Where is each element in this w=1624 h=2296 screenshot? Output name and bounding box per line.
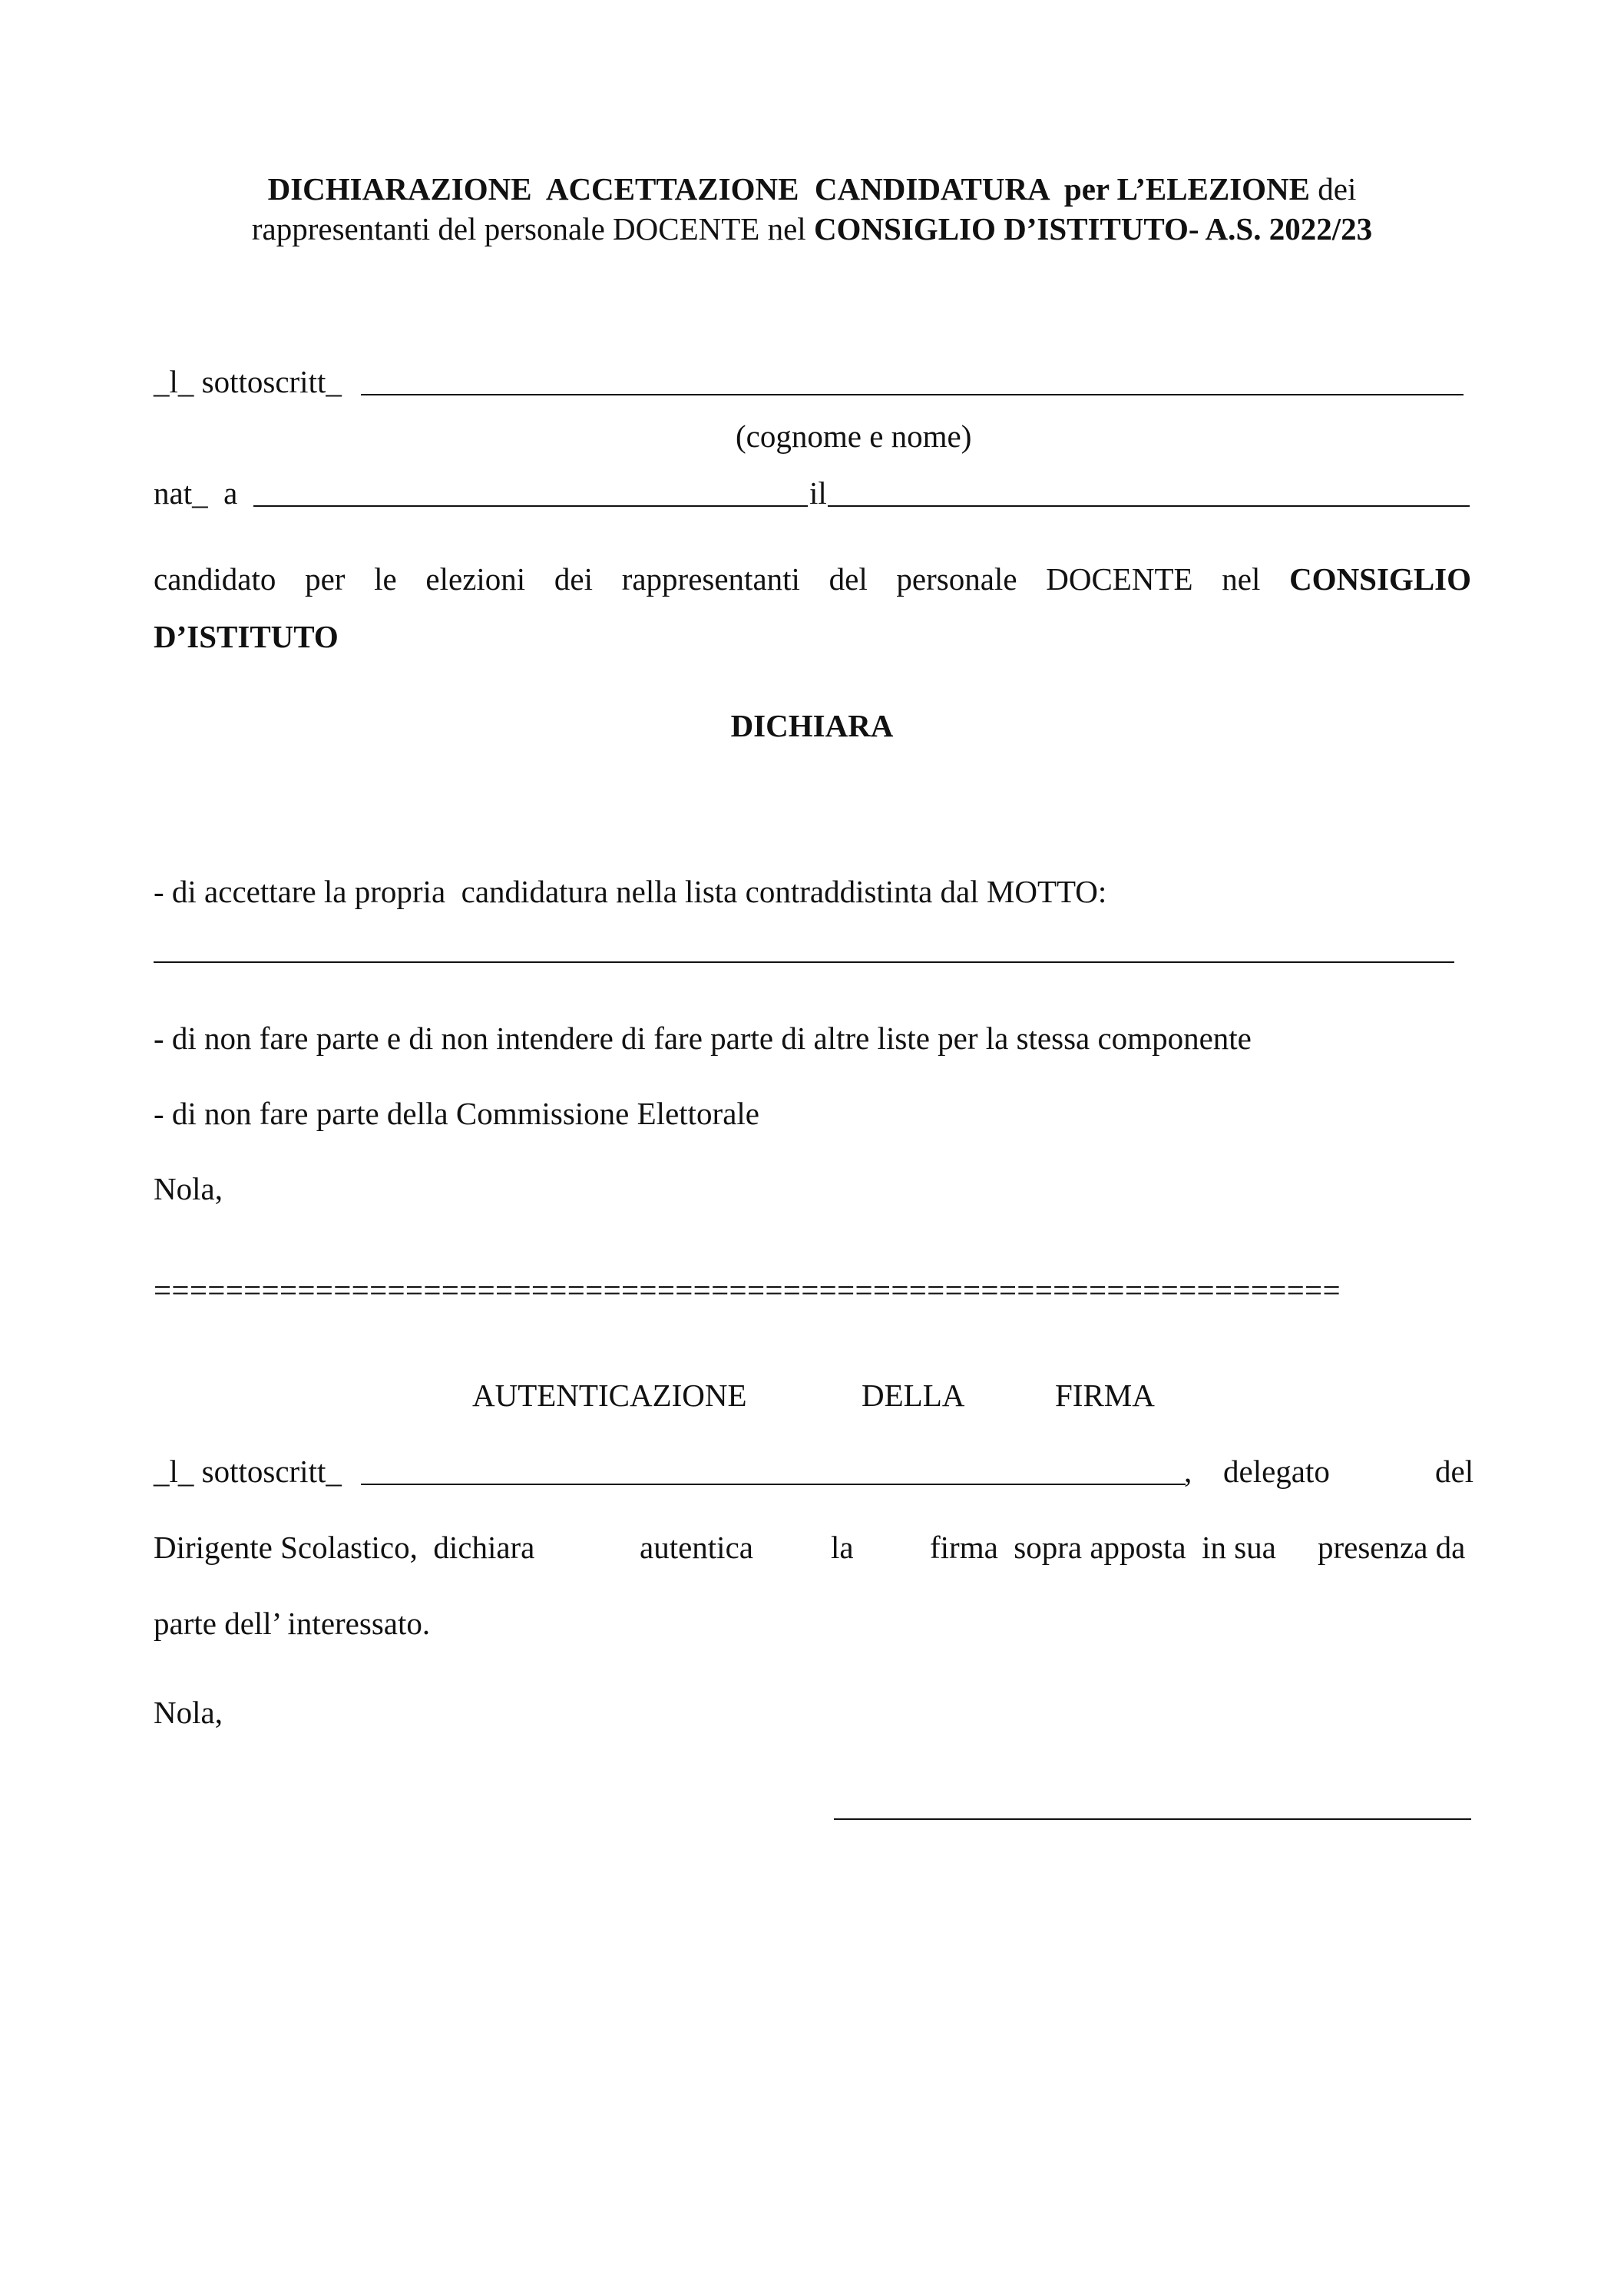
- auth-sottoscritto-label: _l_ sottoscritt_: [154, 1454, 342, 1489]
- declaration-no-commission: - di non fare parte della Commissione Elettorale: [154, 1096, 759, 1131]
- candidate-bold-istituto: D’ISTITUTO: [154, 619, 339, 654]
- title-normal-part: rappresentanti del personale DOCENTE nel: [251, 211, 814, 246]
- nato-label: nat_ a: [154, 475, 238, 511]
- motto-blank-line[interactable]: [154, 961, 1454, 963]
- birthdate-blank-line[interactable]: [828, 505, 1470, 507]
- signature-blank-line[interactable]: [834, 1818, 1471, 1820]
- separator-line: ==================================================================: [154, 1272, 1341, 1308]
- auth-line3: parte dell’ interessato.: [154, 1606, 431, 1641]
- dichiara-heading: DICHIARA: [730, 708, 894, 743]
- auth-comma: ,: [1184, 1454, 1192, 1489]
- auth-del: del: [1435, 1454, 1474, 1489]
- place-date-2: Nola,: [154, 1695, 223, 1730]
- auth-line2-part-4: firma sopra apposta in sua: [930, 1530, 1276, 1565]
- delegate-name-blank-line[interactable]: [361, 1484, 1186, 1485]
- candidate-text: candidato per le elezioni dei rappresentanti del personale DOCENTE nel: [154, 561, 1261, 597]
- auth-line2-part-2: autentica: [640, 1530, 753, 1565]
- title-normal-part: dei: [1310, 171, 1357, 207]
- auth-line2-part-5: presenza da: [1318, 1530, 1466, 1565]
- cognome-nome-caption: (cognome e nome): [736, 419, 972, 454]
- auth-heading-word-3: FIRMA: [1055, 1378, 1155, 1413]
- il-label: il: [809, 475, 827, 511]
- document-title-line-1: [115, 170, 1509, 208]
- auth-heading-word-2: DELLA: [862, 1378, 965, 1413]
- sottoscritto-label: _l_ sottoscritt_: [154, 364, 342, 399]
- candidate-bold-consiglio: CONSIGLIO: [1289, 561, 1472, 597]
- birthplace-blank-line[interactable]: [253, 505, 808, 507]
- auth-line2-part-1: Dirigente Scolastico, dichiara: [154, 1530, 535, 1565]
- auth-line2-part-3: la: [831, 1530, 854, 1565]
- auth-delegato: delegato: [1223, 1454, 1330, 1489]
- candidate-paragraph-line-1: [154, 561, 1471, 598]
- title-bold-part: DICHIARAZIONE ACCETTAZIONE CANDIDATURA per L’ELEZIONE: [267, 171, 1311, 207]
- title-bold-part: CONSIGLIO D’ISTITUTO- A.S. 2022/23: [813, 211, 1373, 246]
- document-title-line-2: [115, 210, 1509, 248]
- declaration-no-other-lists: - di non fare parte e di non intendere di fare parte di altre liste per la stessa componente: [154, 1021, 1252, 1056]
- auth-heading-word-1: AUTENTICAZIONE: [472, 1378, 747, 1413]
- place-date-1: Nola,: [154, 1171, 223, 1206]
- name-blank-line[interactable]: [361, 394, 1464, 395]
- declaration-motto: - di accettare la propria candidatura nella lista contraddistinta dal MOTTO:: [154, 874, 1107, 909]
